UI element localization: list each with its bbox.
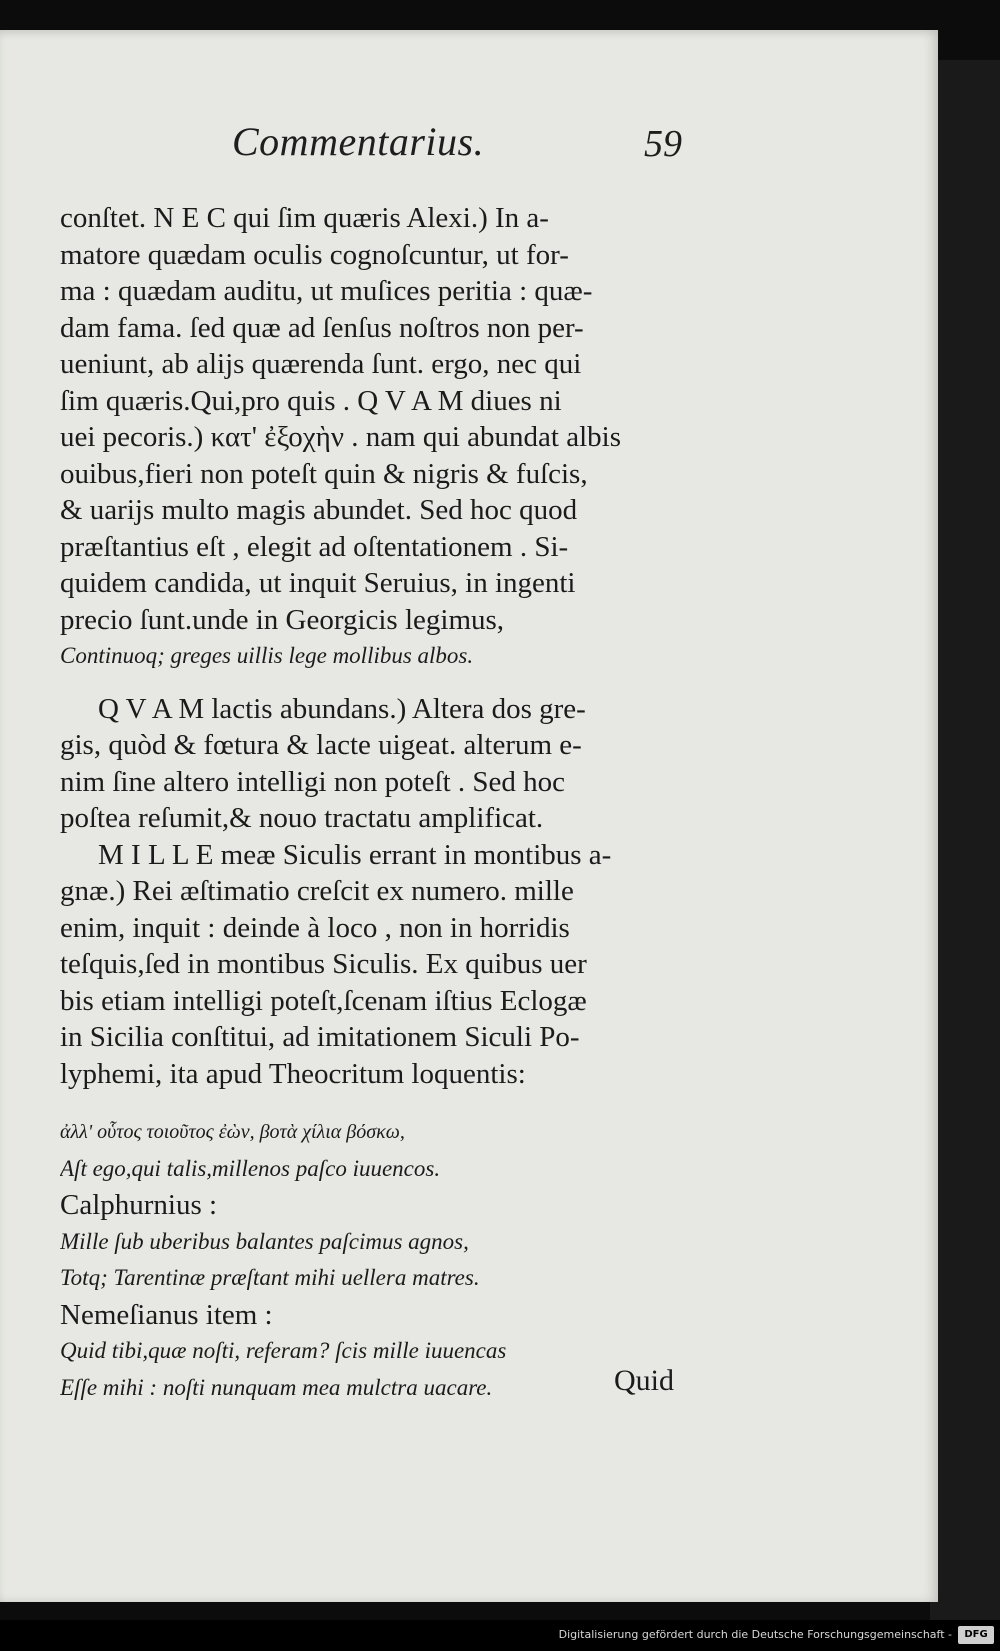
text-line: ouibus,fieri non poteſt quin & nigris & fuſcis, xyxy=(60,457,588,490)
page-header xyxy=(232,118,682,174)
text-line: ma : quædam auditu, ut muſices peritia : quæ- xyxy=(60,275,593,307)
text-line: Totq; Tarentinæ præſtant mihi uellera matres. xyxy=(60,1265,480,1290)
text-line: gnæ.) Rei æſtimatio creſcit ex numero. mille xyxy=(60,875,574,907)
book-backing xyxy=(930,60,1000,1620)
page-number: 59 xyxy=(644,123,682,165)
text-line: Q V A M lactis abundans.) Altera dos gre- xyxy=(98,692,586,725)
text-line: quidem candida, ut inquit Seruius, in ingenti xyxy=(60,567,576,599)
line-gap xyxy=(60,1092,680,1114)
text-line: Calphurnius : xyxy=(60,1189,218,1221)
text-line: precio ſunt.unde in Georgicis legimus, xyxy=(60,603,505,636)
text-line: poſtea reſumit,& nouo tractatu amplificat. xyxy=(60,802,544,834)
running-title: Commentarius. xyxy=(232,119,485,164)
text-line: matore quædam oculis cognoſcuntur, ut for- xyxy=(60,238,569,271)
text-line: enim, inquit : deinde à loco , non in horridis xyxy=(60,911,570,944)
catchword: Quid xyxy=(614,1364,674,1397)
text-line: nim ſine altero intelligi non poteſt . Sed hoc xyxy=(60,765,565,798)
text-line: gis, quòd & fœtura & lacte uigeat. alterum e- xyxy=(60,729,582,761)
line-gap xyxy=(60,675,680,691)
text-line: dam fama. ſed quæ ad ſenſus noſtros non per- xyxy=(60,311,584,344)
text-line: Nemeſianus item : xyxy=(60,1298,273,1331)
dfg-logo: DFG xyxy=(958,1626,994,1644)
text-line: præſtantius eſt , elegit ad oſtentationem . Si- xyxy=(60,530,569,563)
text-line: Quid tibi,quæ noſti, referam? ſcis mille iuuencas xyxy=(60,1338,507,1363)
text-line: Mille ſub uberibus balantes paſcimus agnos, xyxy=(60,1228,469,1254)
text-line: Continuoq; greges uillis lege mollibus albos. xyxy=(60,643,474,668)
text-line: conſtet. N E C qui ſim quæris Alexi.) In a- xyxy=(60,202,549,234)
text-line: & uarijs multo magis abundet. Sed hoc quod xyxy=(60,494,578,526)
text-line: in Sicilia conſtitui, ad imitationem Siculi Po- xyxy=(60,1021,580,1053)
body-text xyxy=(60,200,680,1406)
text-line: Eſſe mihi : noſti nunquam mea mulctra uacare. xyxy=(60,1374,493,1400)
text-line: ἀλλ' οὗτος τοιοῦτος ἐὼν, βοτὰ χίλια βόσκω, xyxy=(60,1121,405,1143)
text-line: Aſt ego,qui talis,millenos paſco iuuencos. xyxy=(60,1155,441,1181)
text-line: ueniunt, ab alijs quærenda ſunt. ergo, nec qui xyxy=(60,348,582,380)
footer-band xyxy=(0,1620,1000,1651)
text-line: lyphemi, ita apud Theocritum loquentis: xyxy=(60,1057,526,1090)
text-line: uei pecoris.) κατ' ἐξοχὴν . nam qui abundat albis xyxy=(60,421,621,453)
book-page xyxy=(0,30,938,1602)
footer-credit: Digitalisierung gefördert durch die Deutsche Forschungsgemeinschaft - xyxy=(558,1628,952,1641)
text-line: ſim quæris.Qui,pro quis . Q V A M diues ni xyxy=(60,384,562,417)
text-line: M I L L E meæ Siculis errant in montibus a- xyxy=(98,838,612,871)
text-line: teſquis,ſed in montibus Siculis. Ex quibus uer xyxy=(60,948,587,980)
text-line: bis etiam intelligi poteſt,ſcenam iſtius Eclogæ xyxy=(60,984,587,1017)
